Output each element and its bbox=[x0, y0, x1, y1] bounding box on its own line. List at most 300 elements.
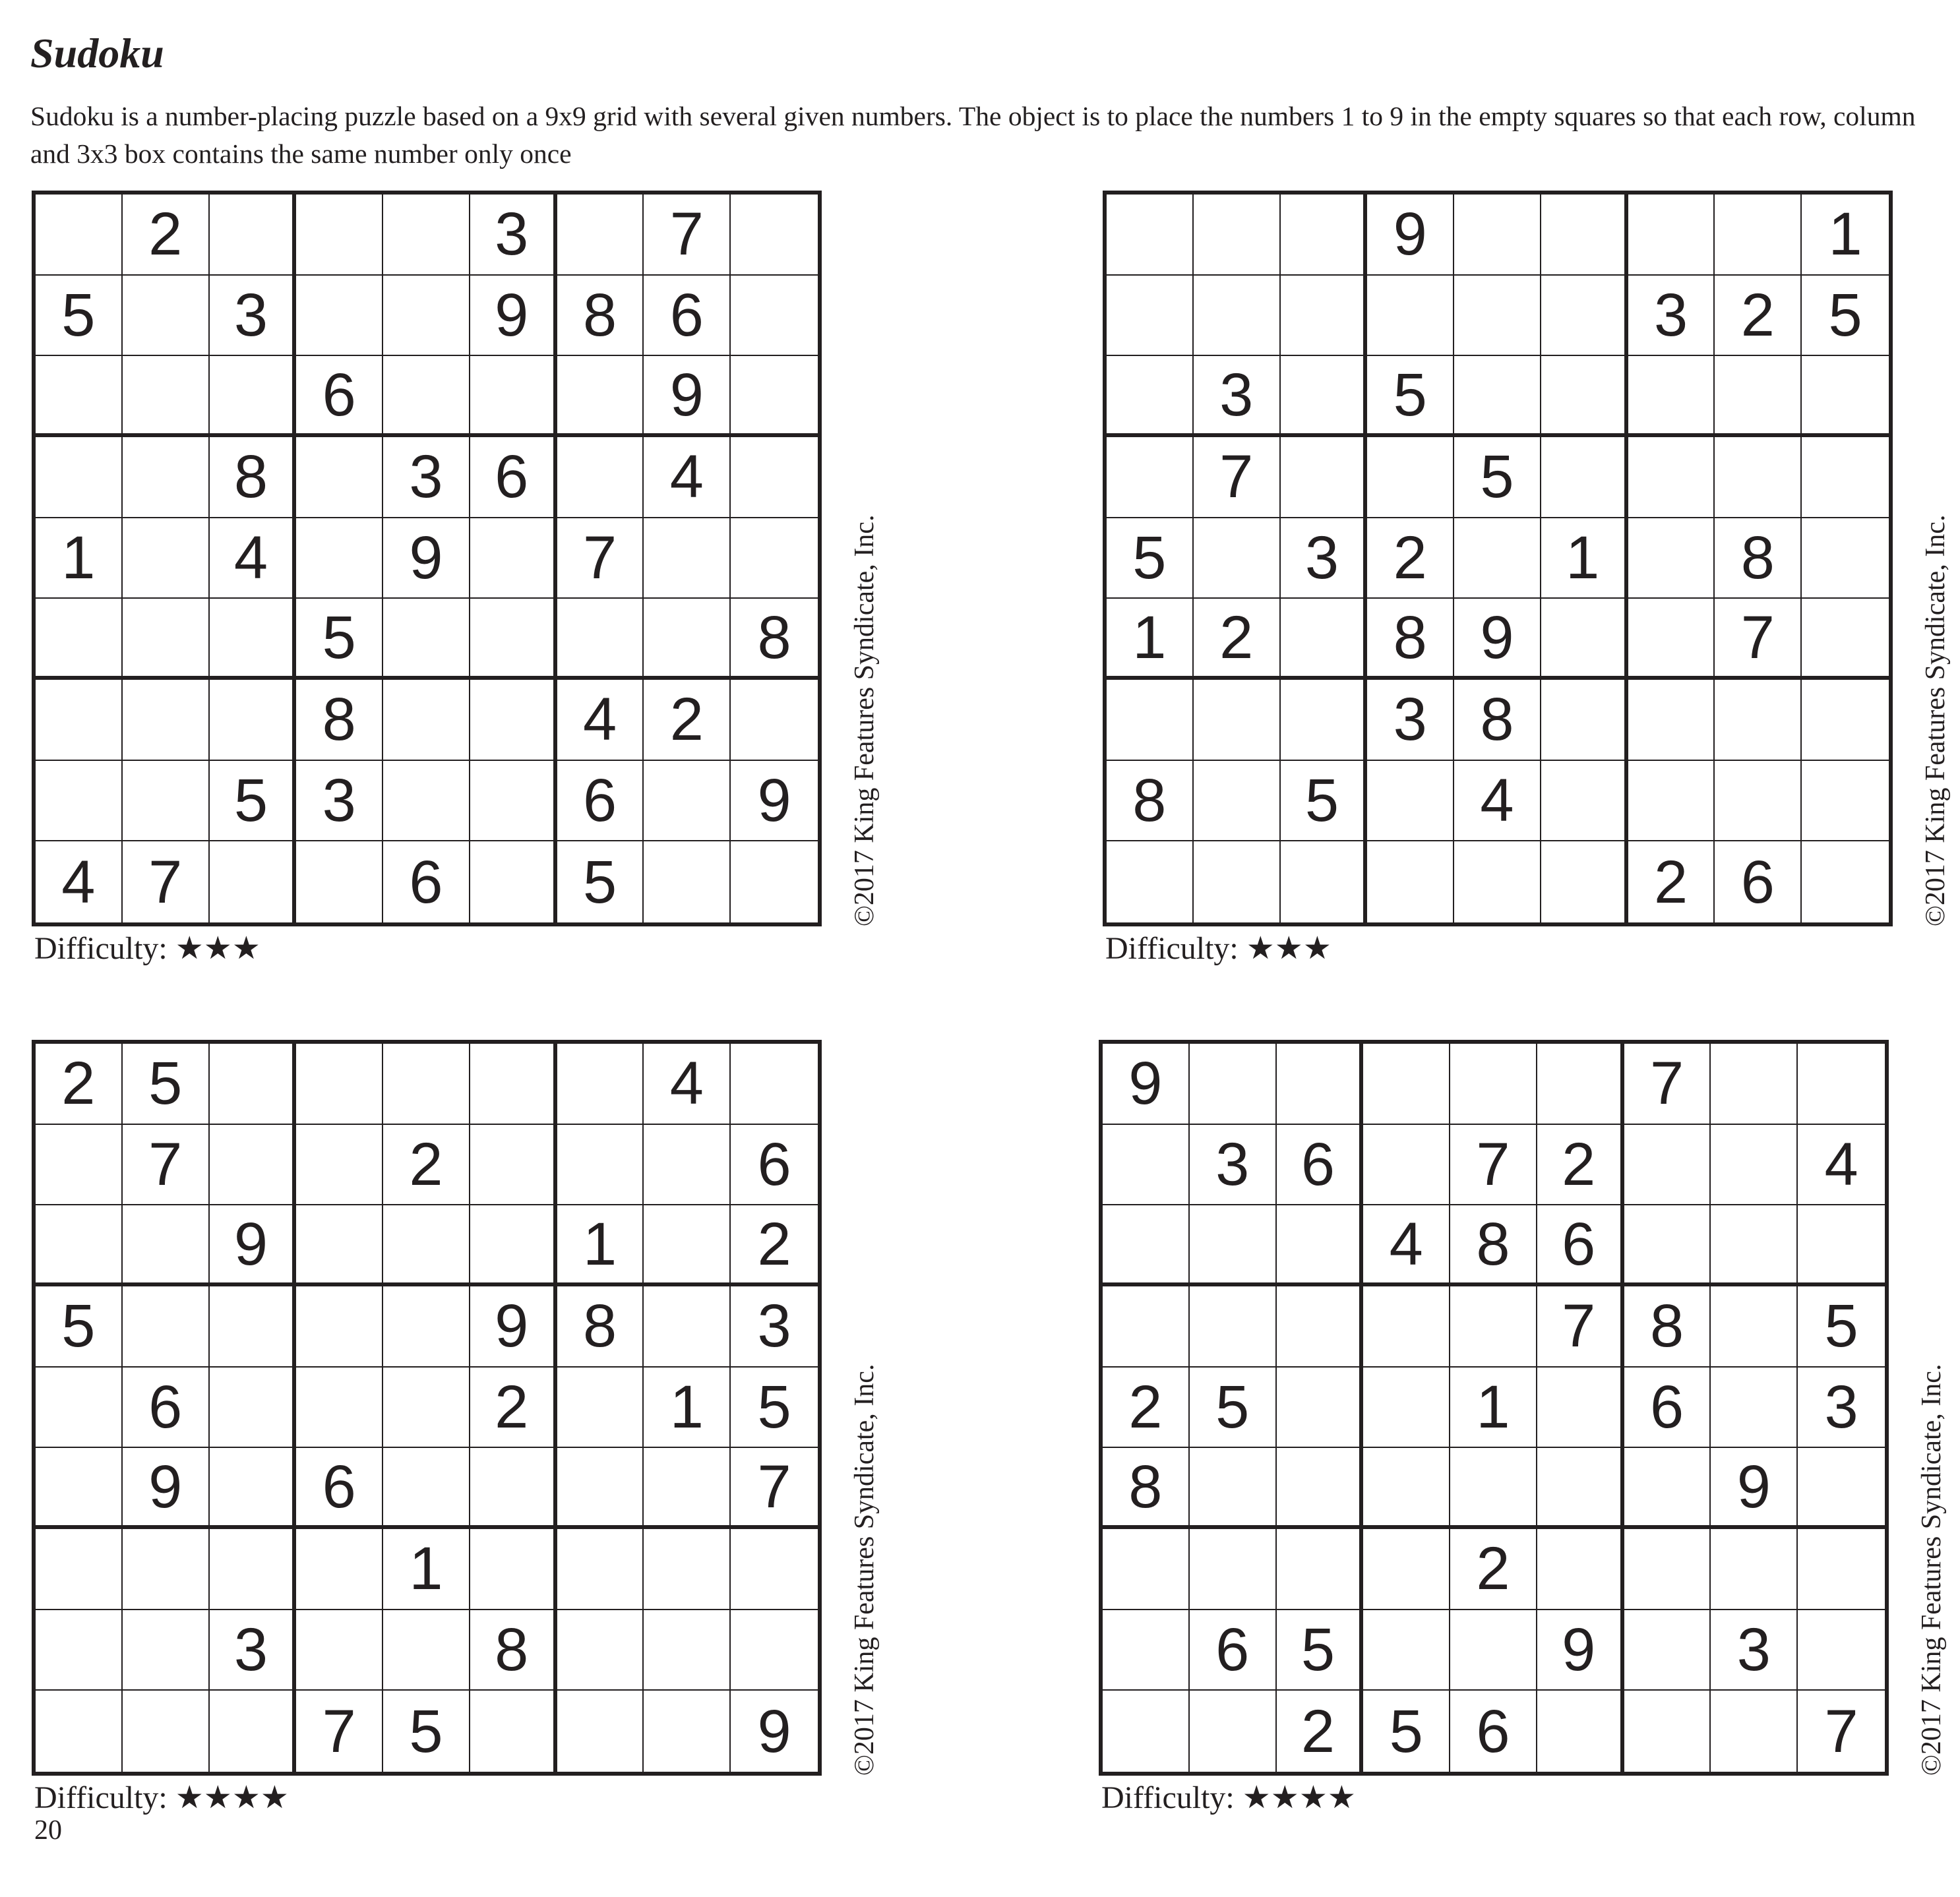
grid-cell[interactable] bbox=[1802, 680, 1889, 761]
grid-cell[interactable] bbox=[1194, 195, 1281, 276]
grid-cell[interactable] bbox=[210, 1691, 297, 1772]
grid-cell[interactable] bbox=[1711, 1205, 1798, 1286]
grid-cell[interactable] bbox=[644, 1205, 731, 1286]
grid-cell[interactable] bbox=[1190, 1691, 1277, 1772]
grid-cell[interactable]: 2 bbox=[383, 1125, 470, 1206]
grid-cell[interactable] bbox=[470, 680, 557, 761]
grid-cell[interactable] bbox=[1537, 1691, 1624, 1772]
grid-cell[interactable]: 5 bbox=[1281, 761, 1368, 842]
grid-cell[interactable]: 2 bbox=[1715, 276, 1802, 357]
grid-cell[interactable] bbox=[1715, 437, 1802, 518]
grid-cell[interactable] bbox=[1541, 841, 1628, 922]
grid-cell[interactable] bbox=[1628, 518, 1715, 599]
grid-cell[interactable] bbox=[1624, 1529, 1711, 1610]
grid-cell[interactable] bbox=[1798, 1205, 1885, 1286]
grid-cell[interactable]: 3 bbox=[210, 1610, 297, 1691]
grid-cell[interactable] bbox=[470, 356, 557, 437]
grid-cell[interactable]: 9 bbox=[1103, 1044, 1190, 1125]
grid-cell[interactable]: 4 bbox=[1798, 1125, 1885, 1206]
grid-cell[interactable] bbox=[1798, 1529, 1885, 1610]
grid-cell[interactable] bbox=[644, 1610, 731, 1691]
grid-cell[interactable] bbox=[470, 1529, 557, 1610]
grid-cell[interactable]: 3 bbox=[383, 437, 470, 518]
grid-cell[interactable]: 6 bbox=[1537, 1205, 1624, 1286]
grid-cell[interactable] bbox=[1711, 1368, 1798, 1449]
grid-cell[interactable]: 9 bbox=[731, 761, 818, 842]
grid-cell[interactable]: 8 bbox=[1107, 761, 1194, 842]
grid-cell[interactable]: 3 bbox=[1281, 518, 1368, 599]
grid-cell[interactable]: 6 bbox=[296, 356, 383, 437]
grid-cell[interactable] bbox=[296, 1286, 383, 1368]
grid-cell[interactable]: 5 bbox=[1798, 1286, 1885, 1368]
grid-cell[interactable]: 7 bbox=[731, 1448, 818, 1529]
grid-cell[interactable] bbox=[1628, 680, 1715, 761]
grid-cell[interactable]: 8 bbox=[1454, 680, 1541, 761]
grid-cell[interactable] bbox=[1367, 276, 1454, 357]
grid-cell[interactable] bbox=[1628, 356, 1715, 437]
grid-cell[interactable]: 3 bbox=[1711, 1610, 1798, 1691]
grid-cell[interactable] bbox=[1450, 1286, 1537, 1368]
grid-cell[interactable] bbox=[123, 1529, 210, 1610]
grid-cell[interactable] bbox=[123, 356, 210, 437]
grid-cell[interactable]: 2 bbox=[1537, 1125, 1624, 1206]
grid-cell[interactable] bbox=[36, 761, 123, 842]
grid-cell[interactable] bbox=[731, 195, 818, 276]
grid-cell[interactable]: 4 bbox=[36, 841, 123, 922]
grid-cell[interactable]: 3 bbox=[210, 276, 297, 357]
grid-cell[interactable]: 5 bbox=[1363, 1691, 1450, 1772]
grid-cell[interactable] bbox=[296, 276, 383, 357]
grid-cell[interactable]: 5 bbox=[383, 1691, 470, 1772]
grid-cell[interactable] bbox=[36, 195, 123, 276]
grid-cell[interactable] bbox=[644, 841, 731, 922]
grid-cell[interactable] bbox=[731, 680, 818, 761]
grid-cell[interactable] bbox=[210, 1044, 297, 1125]
grid-cell[interactable] bbox=[644, 761, 731, 842]
grid-cell[interactable] bbox=[383, 195, 470, 276]
grid-cell[interactable] bbox=[1363, 1529, 1450, 1610]
grid-cell[interactable] bbox=[296, 1529, 383, 1610]
grid-cell[interactable] bbox=[1624, 1205, 1711, 1286]
grid-cell[interactable] bbox=[1624, 1691, 1711, 1772]
grid-cell[interactable] bbox=[557, 1691, 644, 1772]
grid-cell[interactable] bbox=[383, 1205, 470, 1286]
grid-cell[interactable] bbox=[1541, 195, 1628, 276]
grid-cell[interactable] bbox=[36, 1448, 123, 1529]
grid-cell[interactable]: 3 bbox=[1628, 276, 1715, 357]
grid-cell[interactable] bbox=[557, 356, 644, 437]
grid-cell[interactable] bbox=[123, 1691, 210, 1772]
grid-cell[interactable] bbox=[1194, 276, 1281, 357]
grid-cell[interactable]: 2 bbox=[1194, 599, 1281, 680]
grid-cell[interactable]: 8 bbox=[1450, 1205, 1537, 1286]
grid-cell[interactable] bbox=[1367, 841, 1454, 922]
grid-cell[interactable] bbox=[1363, 1125, 1450, 1206]
grid-cell[interactable] bbox=[296, 1610, 383, 1691]
grid-cell[interactable]: 2 bbox=[731, 1205, 818, 1286]
grid-cell[interactable] bbox=[731, 437, 818, 518]
grid-cell[interactable] bbox=[1363, 1286, 1450, 1368]
grid-cell[interactable]: 5 bbox=[1802, 276, 1889, 357]
grid-cell[interactable]: 4 bbox=[1363, 1205, 1450, 1286]
grid-cell[interactable] bbox=[1628, 761, 1715, 842]
grid-cell[interactable] bbox=[123, 1610, 210, 1691]
grid-cell[interactable] bbox=[470, 761, 557, 842]
grid-cell[interactable] bbox=[1190, 1205, 1277, 1286]
grid-cell[interactable] bbox=[210, 1448, 297, 1529]
grid-cell[interactable] bbox=[731, 1044, 818, 1125]
grid-cell[interactable] bbox=[1103, 1610, 1190, 1691]
grid-cell[interactable] bbox=[1281, 437, 1368, 518]
grid-cell[interactable] bbox=[383, 356, 470, 437]
grid-cell[interactable] bbox=[1103, 1529, 1190, 1610]
grid-cell[interactable] bbox=[557, 599, 644, 680]
grid-cell[interactable] bbox=[123, 518, 210, 599]
grid-cell[interactable] bbox=[1537, 1448, 1624, 1529]
grid-cell[interactable]: 2 bbox=[1628, 841, 1715, 922]
grid-cell[interactable]: 1 bbox=[1802, 195, 1889, 276]
grid-cell[interactable] bbox=[470, 1125, 557, 1206]
grid-cell[interactable]: 8 bbox=[1624, 1286, 1711, 1368]
grid-cell[interactable] bbox=[1194, 518, 1281, 599]
grid-cell[interactable] bbox=[1715, 761, 1802, 842]
grid-cell[interactable]: 5 bbox=[210, 761, 297, 842]
grid-cell[interactable] bbox=[1363, 1044, 1450, 1125]
grid-cell[interactable] bbox=[1194, 841, 1281, 922]
grid-cell[interactable] bbox=[1103, 1125, 1190, 1206]
grid-cell[interactable] bbox=[1107, 680, 1194, 761]
grid-cell[interactable]: 2 bbox=[36, 1044, 123, 1125]
grid-cell[interactable]: 6 bbox=[123, 1368, 210, 1449]
grid-cell[interactable] bbox=[1711, 1286, 1798, 1368]
grid-cell[interactable]: 7 bbox=[296, 1691, 383, 1772]
grid-cell[interactable] bbox=[1628, 599, 1715, 680]
grid-cell[interactable] bbox=[1541, 437, 1628, 518]
grid-cell[interactable] bbox=[1454, 356, 1541, 437]
grid-cell[interactable] bbox=[1450, 1448, 1537, 1529]
grid-cell[interactable]: 4 bbox=[644, 1044, 731, 1125]
grid-cell[interactable]: 5 bbox=[1107, 518, 1194, 599]
grid-cell[interactable] bbox=[210, 1125, 297, 1206]
grid-cell[interactable] bbox=[1281, 356, 1368, 437]
grid-cell[interactable]: 1 bbox=[1541, 518, 1628, 599]
grid-cell[interactable]: 8 bbox=[557, 1286, 644, 1368]
grid-cell[interactable] bbox=[557, 1044, 644, 1125]
grid-cell[interactable] bbox=[123, 599, 210, 680]
grid-cell[interactable] bbox=[1190, 1529, 1277, 1610]
grid-cell[interactable] bbox=[383, 761, 470, 842]
grid-cell[interactable] bbox=[36, 680, 123, 761]
grid-cell[interactable]: 6 bbox=[1715, 841, 1802, 922]
grid-cell[interactable] bbox=[1711, 1125, 1798, 1206]
grid-cell[interactable] bbox=[1537, 1368, 1624, 1449]
grid-cell[interactable]: 8 bbox=[731, 599, 818, 680]
grid-cell[interactable] bbox=[1367, 437, 1454, 518]
grid-cell[interactable] bbox=[210, 356, 297, 437]
grid-cell[interactable] bbox=[1277, 1368, 1364, 1449]
grid-cell[interactable]: 9 bbox=[210, 1205, 297, 1286]
grid-cell[interactable] bbox=[1541, 680, 1628, 761]
grid-cell[interactable]: 5 bbox=[557, 841, 644, 922]
grid-cell[interactable]: 9 bbox=[123, 1448, 210, 1529]
grid-cell[interactable]: 6 bbox=[731, 1125, 818, 1206]
grid-cell[interactable]: 8 bbox=[1103, 1448, 1190, 1529]
grid-cell[interactable] bbox=[36, 437, 123, 518]
grid-cell[interactable] bbox=[1711, 1691, 1798, 1772]
grid-cell[interactable] bbox=[1277, 1044, 1364, 1125]
grid-cell[interactable] bbox=[470, 1448, 557, 1529]
grid-cell[interactable] bbox=[123, 761, 210, 842]
grid-cell[interactable] bbox=[383, 1368, 470, 1449]
grid-cell[interactable] bbox=[1107, 437, 1194, 518]
grid-cell[interactable]: 2 bbox=[1103, 1368, 1190, 1449]
grid-cell[interactable] bbox=[557, 195, 644, 276]
grid-cell[interactable]: 4 bbox=[210, 518, 297, 599]
grid-cell[interactable] bbox=[1107, 276, 1194, 357]
grid-cell[interactable] bbox=[731, 1529, 818, 1610]
grid-cell[interactable]: 3 bbox=[296, 761, 383, 842]
grid-cell[interactable] bbox=[36, 356, 123, 437]
grid-cell[interactable]: 6 bbox=[383, 841, 470, 922]
grid-cell[interactable] bbox=[1107, 356, 1194, 437]
grid-cell[interactable] bbox=[1194, 761, 1281, 842]
grid-cell[interactable] bbox=[1715, 680, 1802, 761]
grid-cell[interactable] bbox=[210, 599, 297, 680]
grid-cell[interactable] bbox=[644, 1691, 731, 1772]
grid-cell[interactable] bbox=[1277, 1448, 1364, 1529]
grid-cell[interactable] bbox=[1711, 1529, 1798, 1610]
grid-cell[interactable]: 1 bbox=[644, 1368, 731, 1449]
grid-cell[interactable]: 8 bbox=[557, 276, 644, 357]
grid-cell[interactable] bbox=[296, 437, 383, 518]
grid-cell[interactable]: 7 bbox=[1194, 437, 1281, 518]
grid-cell[interactable] bbox=[1107, 195, 1194, 276]
grid-cell[interactable]: 7 bbox=[1450, 1125, 1537, 1206]
grid-cell[interactable] bbox=[296, 1368, 383, 1449]
grid-cell[interactable] bbox=[1798, 1448, 1885, 1529]
grid-cell[interactable] bbox=[1454, 195, 1541, 276]
grid-cell[interactable] bbox=[383, 1448, 470, 1529]
grid-cell[interactable]: 4 bbox=[557, 680, 644, 761]
grid-cell[interactable] bbox=[1624, 1610, 1711, 1691]
grid-cell[interactable]: 1 bbox=[36, 518, 123, 599]
grid-cell[interactable]: 5 bbox=[123, 1044, 210, 1125]
grid-cell[interactable] bbox=[36, 1610, 123, 1691]
grid-cell[interactable]: 1 bbox=[1450, 1368, 1537, 1449]
grid-cell[interactable] bbox=[36, 1529, 123, 1610]
grid-cell[interactable] bbox=[731, 518, 818, 599]
grid-cell[interactable] bbox=[1281, 195, 1368, 276]
grid-cell[interactable] bbox=[1802, 518, 1889, 599]
grid-cell[interactable]: 9 bbox=[1537, 1610, 1624, 1691]
grid-cell[interactable]: 6 bbox=[557, 761, 644, 842]
grid-cell[interactable]: 5 bbox=[1367, 356, 1454, 437]
grid-cell[interactable] bbox=[1541, 761, 1628, 842]
grid-cell[interactable] bbox=[210, 1286, 297, 1368]
grid-cell[interactable] bbox=[123, 1286, 210, 1368]
grid-cell[interactable] bbox=[1541, 599, 1628, 680]
grid-cell[interactable] bbox=[731, 1610, 818, 1691]
grid-cell[interactable] bbox=[731, 356, 818, 437]
grid-cell[interactable]: 5 bbox=[36, 1286, 123, 1368]
grid-cell[interactable]: 3 bbox=[1798, 1368, 1885, 1449]
grid-cell[interactable] bbox=[1277, 1529, 1364, 1610]
grid-cell[interactable] bbox=[557, 1368, 644, 1449]
grid-cell[interactable]: 3 bbox=[470, 195, 557, 276]
grid-cell[interactable]: 8 bbox=[1367, 599, 1454, 680]
grid-cell[interactable] bbox=[470, 841, 557, 922]
grid-cell[interactable]: 9 bbox=[470, 1286, 557, 1368]
grid-cell[interactable]: 5 bbox=[36, 276, 123, 357]
grid-cell[interactable] bbox=[1541, 276, 1628, 357]
grid-cell[interactable]: 8 bbox=[296, 680, 383, 761]
grid-cell[interactable]: 5 bbox=[1190, 1368, 1277, 1449]
grid-cell[interactable] bbox=[296, 195, 383, 276]
grid-cell[interactable] bbox=[1541, 356, 1628, 437]
grid-cell[interactable] bbox=[1454, 518, 1541, 599]
grid-cell[interactable] bbox=[296, 1205, 383, 1286]
grid-cell[interactable] bbox=[644, 1125, 731, 1206]
grid-cell[interactable]: 6 bbox=[1277, 1125, 1364, 1206]
grid-cell[interactable] bbox=[1194, 680, 1281, 761]
grid-cell[interactable] bbox=[644, 518, 731, 599]
grid-cell[interactable]: 7 bbox=[1824, 1697, 1858, 1765]
grid-cell[interactable]: 8 bbox=[470, 1610, 557, 1691]
grid-cell[interactable]: 9 bbox=[1367, 195, 1454, 276]
grid-cell[interactable] bbox=[296, 1125, 383, 1206]
grid-cell[interactable] bbox=[1628, 195, 1715, 276]
grid-cell[interactable] bbox=[731, 841, 818, 922]
grid-cell[interactable] bbox=[123, 680, 210, 761]
grid-cell[interactable]: 2 bbox=[470, 1368, 557, 1449]
grid-cell[interactable]: 9 bbox=[383, 518, 470, 599]
grid-cell[interactable] bbox=[1537, 1044, 1624, 1125]
grid-cell[interactable] bbox=[1450, 1044, 1537, 1125]
grid-cell[interactable] bbox=[557, 1529, 644, 1610]
grid-cell[interactable] bbox=[1624, 1448, 1711, 1529]
grid-cell[interactable] bbox=[383, 1610, 470, 1691]
grid-cell[interactable] bbox=[1798, 1044, 1885, 1125]
grid-cell[interactable] bbox=[123, 437, 210, 518]
grid-cell[interactable] bbox=[644, 1529, 731, 1610]
grid-cell[interactable] bbox=[123, 1205, 210, 1286]
grid-cell[interactable]: 3 bbox=[1190, 1125, 1277, 1206]
grid-cell[interactable] bbox=[644, 1286, 731, 1368]
grid-cell[interactable] bbox=[210, 841, 297, 922]
grid-cell[interactable] bbox=[1103, 1205, 1190, 1286]
grid-cell[interactable]: 8 bbox=[1715, 518, 1802, 599]
grid-cell[interactable]: 9 bbox=[757, 1697, 791, 1765]
grid-cell[interactable] bbox=[1802, 841, 1889, 922]
grid-cell[interactable] bbox=[1281, 599, 1368, 680]
grid-cell[interactable] bbox=[1537, 1529, 1624, 1610]
grid-cell[interactable] bbox=[1628, 437, 1715, 518]
grid-cell[interactable] bbox=[123, 276, 210, 357]
grid-cell[interactable]: 6 bbox=[296, 1448, 383, 1529]
grid-cell[interactable]: 6 bbox=[644, 276, 731, 357]
grid-cell[interactable] bbox=[1190, 1044, 1277, 1125]
grid-cell[interactable] bbox=[36, 1368, 123, 1449]
grid-cell[interactable] bbox=[1715, 195, 1802, 276]
grid-cell[interactable] bbox=[470, 1044, 557, 1125]
grid-cell[interactable]: 8 bbox=[210, 437, 297, 518]
grid-cell[interactable] bbox=[1798, 1610, 1885, 1691]
grid-cell[interactable]: 9 bbox=[1711, 1448, 1798, 1529]
grid-cell[interactable] bbox=[210, 195, 297, 276]
grid-cell[interactable] bbox=[470, 1205, 557, 1286]
grid-cell[interactable]: 1 bbox=[557, 1205, 644, 1286]
grid-cell[interactable] bbox=[557, 437, 644, 518]
grid-cell[interactable]: 3 bbox=[1367, 680, 1454, 761]
grid-cell[interactable] bbox=[383, 680, 470, 761]
grid-cell[interactable]: 5 bbox=[296, 599, 383, 680]
grid-cell[interactable]: 7 bbox=[1715, 599, 1802, 680]
grid-cell[interactable]: 5 bbox=[731, 1368, 818, 1449]
grid-cell[interactable]: 9 bbox=[644, 356, 731, 437]
grid-cell[interactable] bbox=[1281, 276, 1368, 357]
grid-cell[interactable]: 9 bbox=[470, 276, 557, 357]
grid-cell[interactable] bbox=[210, 1368, 297, 1449]
grid-cell[interactable] bbox=[1367, 761, 1454, 842]
grid-cell[interactable] bbox=[383, 599, 470, 680]
grid-cell[interactable] bbox=[36, 1205, 123, 1286]
grid-cell[interactable]: 2 bbox=[644, 680, 731, 761]
grid-cell[interactable]: 4 bbox=[644, 437, 731, 518]
grid-cell[interactable] bbox=[1281, 841, 1368, 922]
grid-cell[interactable] bbox=[383, 1286, 470, 1368]
grid-cell[interactable] bbox=[731, 276, 818, 357]
grid-cell[interactable] bbox=[383, 276, 470, 357]
grid-cell[interactable] bbox=[1624, 1125, 1711, 1206]
grid-cell[interactable] bbox=[1363, 1448, 1450, 1529]
grid-cell[interactable]: 1 bbox=[1107, 599, 1194, 680]
grid-cell[interactable] bbox=[296, 518, 383, 599]
grid-cell[interactable] bbox=[557, 1610, 644, 1691]
grid-cell[interactable] bbox=[470, 599, 557, 680]
grid-cell[interactable] bbox=[1802, 437, 1889, 518]
grid-cell[interactable] bbox=[470, 1691, 557, 1772]
grid-cell[interactable] bbox=[210, 1529, 297, 1610]
grid-cell[interactable] bbox=[1103, 1691, 1190, 1772]
grid-cell[interactable]: 2 bbox=[123, 195, 210, 276]
grid-cell[interactable]: 2 bbox=[1450, 1529, 1537, 1610]
grid-cell[interactable] bbox=[1190, 1286, 1277, 1368]
grid-cell[interactable] bbox=[1281, 680, 1368, 761]
grid-cell[interactable]: 3 bbox=[1194, 356, 1281, 437]
grid-cell[interactable]: 6 bbox=[1624, 1368, 1711, 1449]
grid-cell[interactable]: 5 bbox=[1277, 1610, 1364, 1691]
grid-cell[interactable] bbox=[36, 1691, 123, 1772]
grid-cell[interactable] bbox=[1711, 1044, 1798, 1125]
grid-cell[interactable] bbox=[1450, 1610, 1537, 1691]
grid-cell[interactable]: 2 bbox=[1277, 1691, 1364, 1772]
grid-cell[interactable]: 9 bbox=[1454, 599, 1541, 680]
grid-cell[interactable]: 6 bbox=[1450, 1691, 1537, 1772]
grid-cell[interactable]: 5 bbox=[1454, 437, 1541, 518]
grid-cell[interactable] bbox=[36, 599, 123, 680]
grid-cell[interactable] bbox=[1802, 599, 1889, 680]
grid-cell[interactable] bbox=[1103, 1286, 1190, 1368]
grid-cell[interactable]: 7 bbox=[1624, 1044, 1711, 1125]
grid-cell[interactable] bbox=[557, 1448, 644, 1529]
grid-cell[interactable] bbox=[1454, 841, 1541, 922]
grid-cell[interactable] bbox=[1454, 276, 1541, 357]
grid-cell[interactable] bbox=[1190, 1448, 1277, 1529]
grid-cell[interactable] bbox=[210, 680, 297, 761]
grid-cell[interactable] bbox=[36, 1125, 123, 1206]
grid-cell[interactable] bbox=[296, 1044, 383, 1125]
grid-cell[interactable] bbox=[296, 841, 383, 922]
